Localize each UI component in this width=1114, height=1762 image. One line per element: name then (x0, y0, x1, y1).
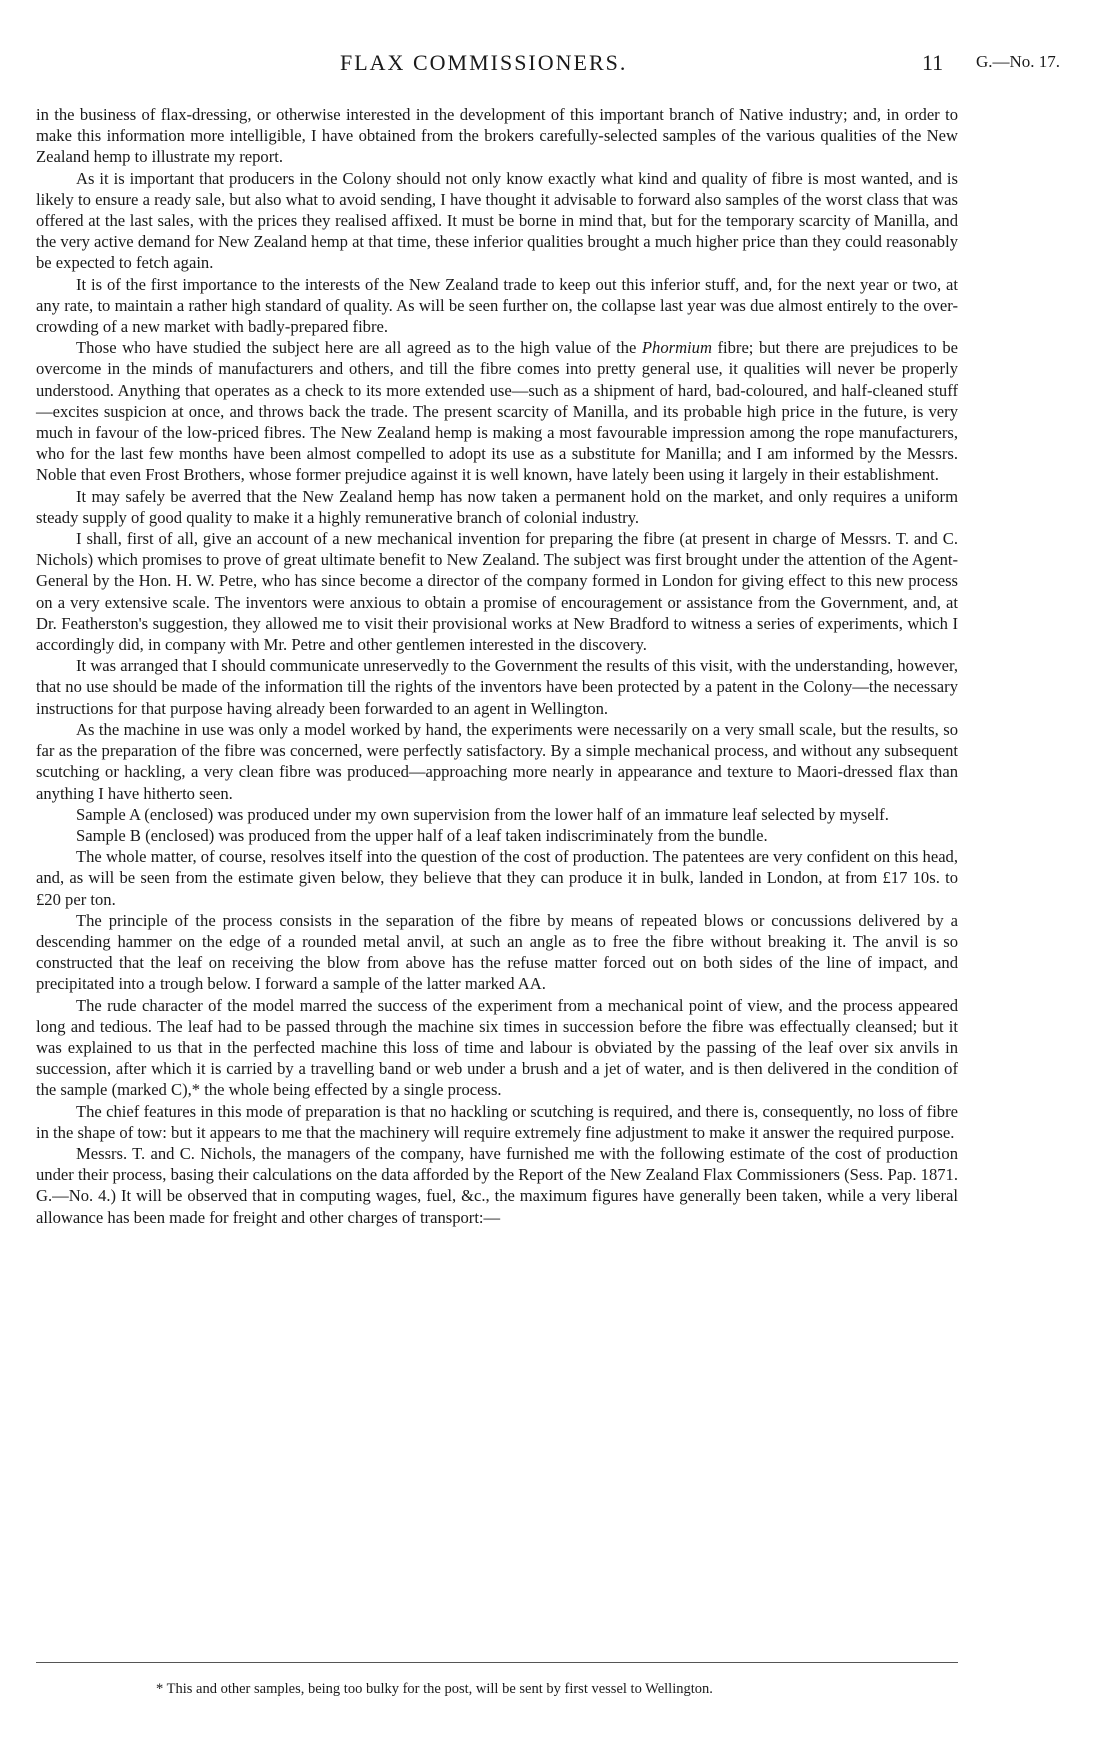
paragraph (36, 846, 958, 910)
paragraph-text: The chief features in this mode of preparation is that no hackling or scutching is required, and there is, consequently, no loss of fibre in the shape of tow: but it appears to me that the machinery will require extremely fine adjustment to make it answer the required purpose. (36, 1101, 958, 1142)
page-number: 11 (922, 50, 944, 75)
paper-reference: G.—No. 17. (976, 52, 1061, 71)
paragraph-text: Sample B (enclosed) was produced from the upper half of a leaf taken indiscriminately from the bundle. (76, 825, 768, 845)
paragraph (36, 274, 958, 338)
running-title: FLAX COMMISSIONERS. (340, 50, 628, 75)
paragraph (36, 804, 958, 825)
paragraph (36, 168, 958, 274)
paragraph (36, 910, 958, 995)
paragraph (36, 486, 958, 528)
paragraph-text: Sample A (enclosed) was produced under my own supervision from the lower half of an immature leaf selected by myself. (76, 804, 889, 824)
paragraph-text: Messrs. T. and C. Nichols, the managers of the company, have furnished me with the following estimate of the cost of production under their process, basing their calculations on the data afforded by the Report of the New Zealand Flax Commissioners (Sess. Pap. 1871. G.—No. 4.) It will be observed that in computing wages, fuel, &c., the maximum figures have generally been taken, while a very liberal allowance has been made for freight and other charges of transport:— (36, 1143, 958, 1227)
paragraph-text: It was arranged that I should communicate unreservedly to the Government the results of this visit, with the understanding, however, that no use should be made of the information till the rights of the inventors have been protected by a patent in the Colony—the necessary instructions for that purpose having already been forwarded to an agent in Wellington. (36, 656, 958, 718)
paragraph-text: As it is important that producers in the Colony should not only know exactly what kind and quality of fibre is most wanted, and is likely to ensure a ready sale, but also what to avoid sending, I have thought it advisable to forward also samples of the worst class that was offered at the last sales, with the prices they realised affixed. It must be borne in mind that, but for the temporary scarcity of Manilla, and the very active demand for New Zealand hemp at that time, these inferior qualities brought a much higher price than they could reasonably be expected to fetch again. (36, 168, 959, 273)
italic-term: Phormium (641, 338, 712, 358)
paragraph (36, 995, 958, 1101)
paragraph-text: Those who have studied the subject here are all agreed as to the high value of the (76, 338, 642, 358)
paragraph-text: The whole matter, of course, resolves itself into the question of the cost of production. The patentees are very confident on this head, and, as will be seen from the estimate given below, they believe that they can produce it in bulk, landed in London, at from £17 10s. to £20 per ton. (36, 847, 958, 909)
body-text (36, 104, 958, 1228)
paragraph (36, 719, 958, 804)
paragraph-text: The principle of the process consists in the separation of the fibre by means of repeated blows or concussions delivered by a descending hammer on the edge of a rounded metal anvil, at such an angle as to free the fibre without breaking it. The anvil is so constructed that the leaf on receiving the blow from above has the refuse matter forced out on both sides of the line of impact, and precipitated into a trough below. I forward a sample of the latter marked AA. (36, 910, 958, 994)
paragraph (36, 825, 958, 846)
paragraph-text: The rude character of the model marred the success of the experiment from a mechanical point of view, and the process appeared long and tedious. The leaf had to be passed through the machine six times in succession before the fibre was effectually cleansed; but it was explained to us that in the perfected machine this loss of time and labour is obviated by the passing of the leaf over six anvils in succession, after which it is carried by a travelling band or web under a brush and a jet of water, and is then delivered in the condition of the sample (marked C),* the whole being effected by a single process. (36, 995, 958, 1100)
paragraph (36, 528, 958, 655)
page-header (0, 50, 1114, 90)
paragraph-text: It may safely be averred that the New Zealand hemp has now taken a permanent hold on the market, and only requires a uniform steady supply of good quality to make it a highly remunerative branch of colonial industry. (36, 486, 958, 527)
paragraph-text: in the business of flax-dressing, or otherwise interested in the development of this important branch of Native industry; and, in order to make this information more intelligible, I have obtained from the brokers carefully-selected samples of the various qualities of the New Zealand hemp to illustrate my report. (36, 105, 958, 167)
paragraph-text: It is of the first importance to the interests of the New Zealand trade to keep out this inferior stuff, and, for the next year or two, at any rate, to maintain a rather high standard of quality. As will be seen further on, the collapse last year was due almost entirely to the over-crowding of a new market with badly-prepared fibre. (36, 274, 958, 337)
paragraph-text: As the machine in use was only a model worked by hand, the experiments were necessarily on a very small scale, but the results, so far as the preparation of the fibre was concerned, were perfectly satisfactory. By a simple mechanical process, and without any subsequent scutching or hackling, a very clean fibre was produced—approaching more nearly in appearance and texture to Maori-dressed flax than anything I have hitherto seen. (36, 719, 958, 803)
paragraph (36, 1101, 958, 1143)
paragraph-text: fibre; but there are prejudices to be overcome in the minds of manufacturers and others, and till the fibre comes into pretty general use, it qualities will never be properly understood. Anything that operates as a check to its more extended use—such as a shipment of hard, bad-coloured, and half-cleaned stuff—excites suspicion at once, and throws back the trade. The present scarcity of Manilla, and its probable high price in the future, is very much in favour of the low-priced fibres. The New Zealand hemp is making a most favourable impression among the rope manufacturers, who for the last few months have been almost compelled to adopt its use as a substitute for Manilla; and I am informed by the Messrs. Noble that even Frost Brothers, whose former prejudice against it is well known, have lately been using it largely in their establishment. (36, 338, 959, 485)
paragraph (36, 1143, 958, 1228)
paragraph (36, 104, 958, 168)
footnote-divider (36, 1662, 958, 1663)
footnote: * This and other samples, being too bulky for the post, will be sent by first vessel to Wellington. (156, 1681, 713, 1697)
paragraph (36, 655, 958, 719)
paragraph (36, 337, 958, 485)
paragraph-text: I shall, first of all, give an account of a new mechanical invention for preparing the fibre (at present in charge of Messrs. T. and C. Nichols) which promises to prove of great ultimate benefit to New Zealand. The subject was first brought under the attention of the Agent-General by the Hon. H. W. Petre, who has since become a director of the company formed in London for giving effect to this new process on a very extensive scale. The inventors were anxious to obtain a promise of encouragement or assistance from the Government, and, at Dr. Featherston's suggestion, they allowed me to visit their provisional works at New Bradford to witness a series of experiments, which I accordingly did, in company with Mr. Petre and other gentlemen interested in the discovery. (36, 529, 958, 655)
